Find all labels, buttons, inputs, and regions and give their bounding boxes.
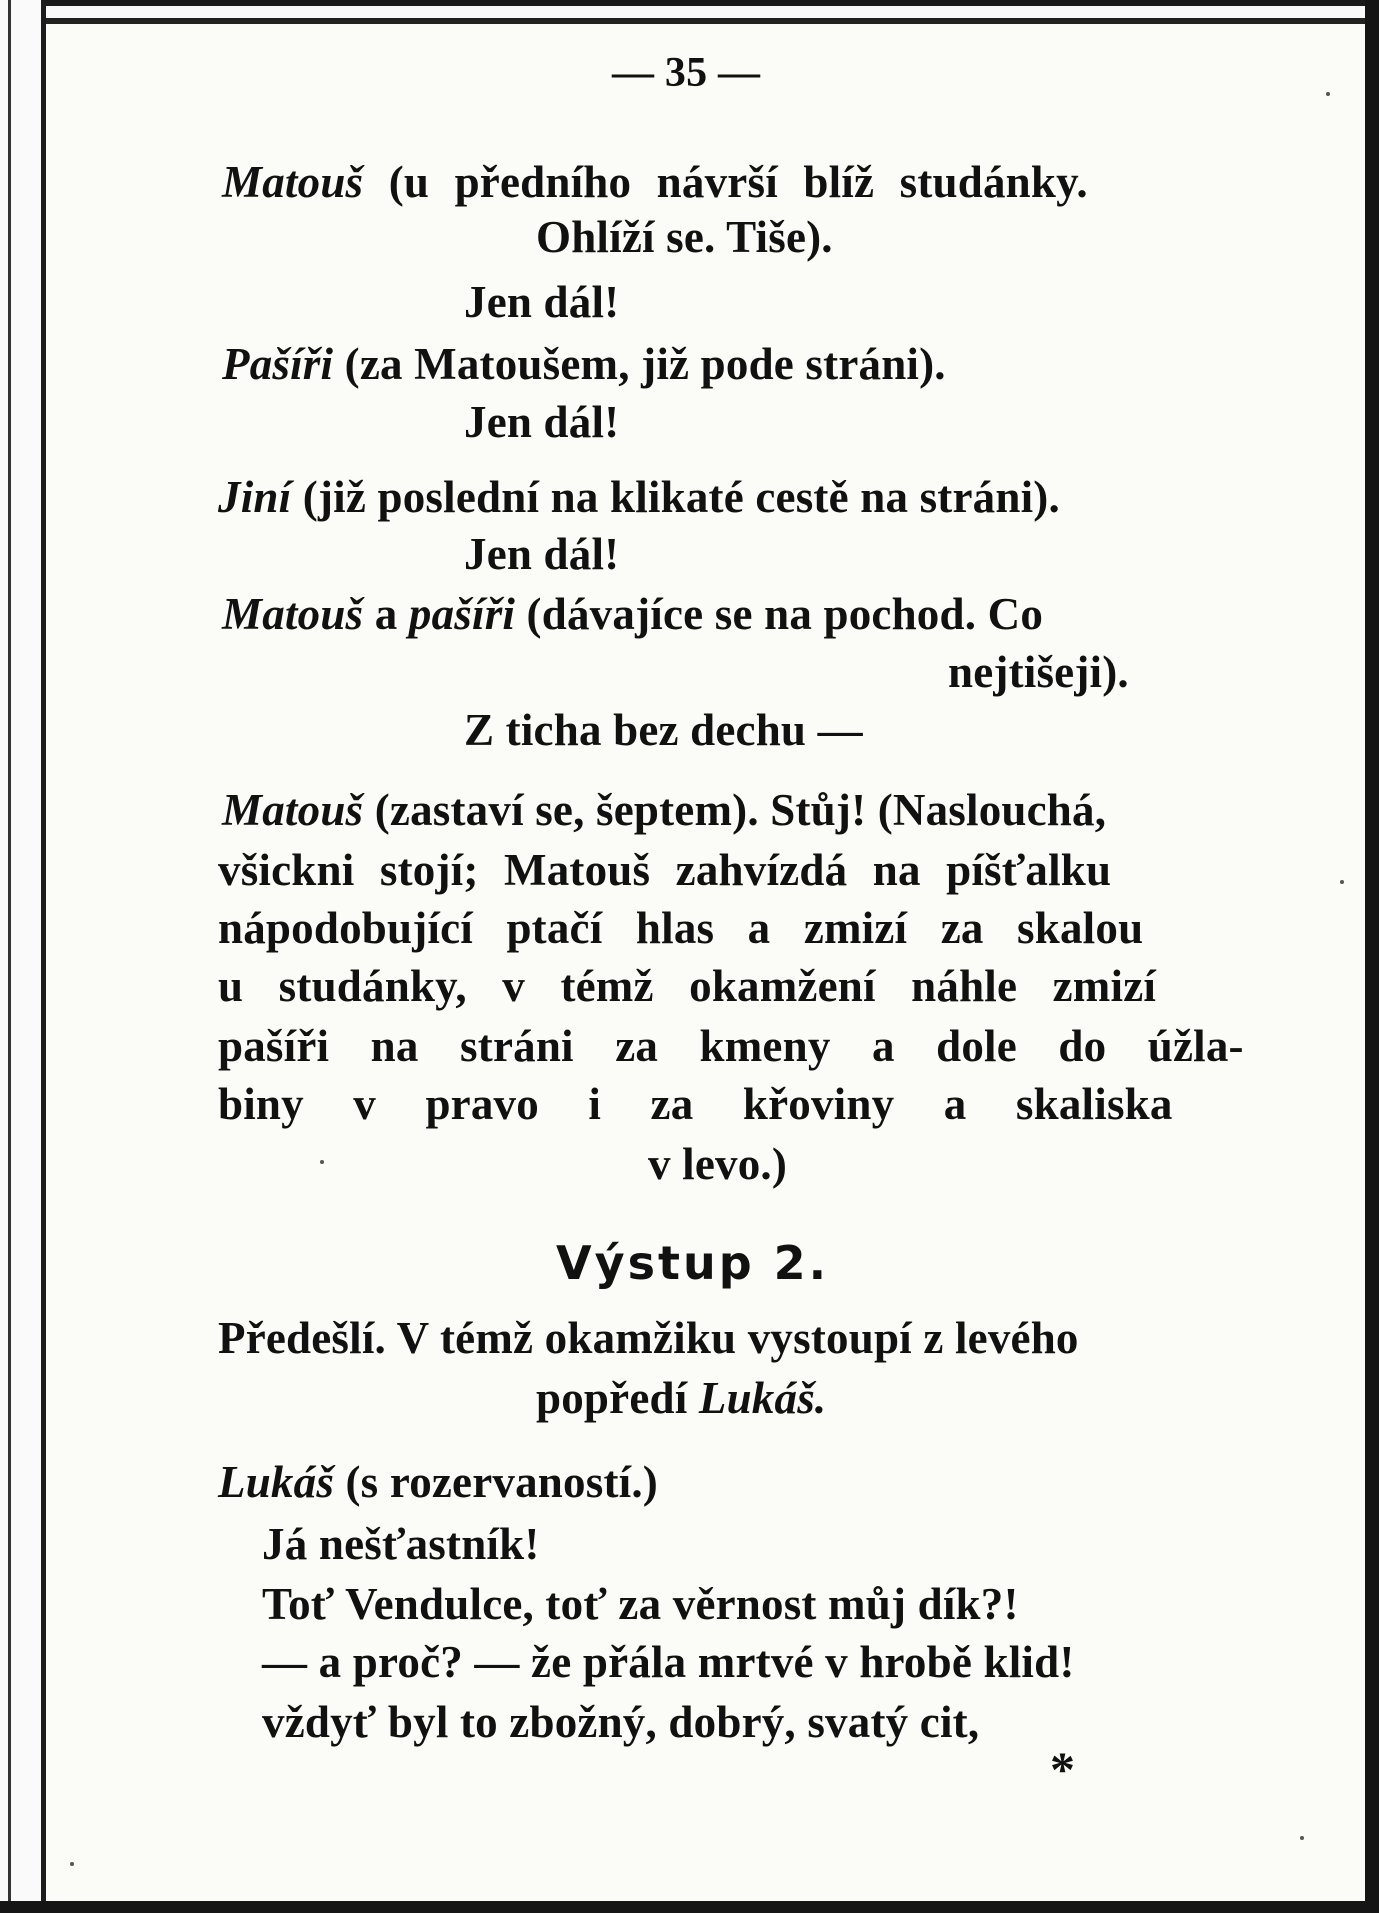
text-line: Ohlíží se. Tiše). [536,212,833,262]
text-line: u studánky, v témž okamžení náhle zmizí [218,961,1157,1011]
scan-speck [70,1862,74,1866]
text-line: Pašíři (za Matoušem, již pode stráni). [222,339,946,389]
speaker-name: Matouš [222,589,364,639]
verse-line: vždyť byl to zbožný, dobrý, svatý cit, [262,1697,980,1747]
verse-line: Já nešťastník! [262,1519,540,1569]
verse-line: — a proč? — že přála mrtvé v hrobě klid! [262,1637,1075,1687]
text-line: Předešlí. V témž okamžiku vystoupí z levého [218,1313,1079,1363]
text-line: Jen dál! [464,397,620,447]
text-line: popředí Lukáš. [536,1373,827,1423]
text-line: Jen dál! [464,277,620,327]
text-line: biny v pravo i za křoviny a skaliska [218,1079,1173,1129]
text-line: nejtišeji). [948,647,1129,697]
text-line: Z ticha bez dechu — [464,705,863,755]
speaker-name: Jiní [218,472,292,522]
text-line: všickni stojí; Matouš zahvízdá na píšťalku [218,845,1112,895]
scan-top-edge [0,0,1379,32]
verse-line: Toť Vendulce, toť za věrnost můj dík?! [262,1579,1019,1629]
text-line: nápodobující ptačí hlas a zmizí za skalou [218,903,1144,953]
speaker-name: pašíři [408,589,516,639]
text-line: Matouš (u předního návrší blíž studánky. [222,157,1088,207]
scan-speck [1340,880,1344,884]
scan-speck [320,1160,324,1164]
text-line: Jiní (již poslední na klikaté cestě na stráni). [218,472,1060,522]
speaker-name: Lukáš. [698,1373,827,1423]
page-number: — 35 — [612,50,761,96]
scene-heading: Výstup 2. [556,1236,830,1290]
scan-right-edge [1365,0,1379,1913]
scan-bottom-edge [0,1901,1379,1913]
speaker-name: Matouš [222,157,364,207]
text-line: pašíři na stráni za kmeny a dole do úžla- [218,1021,1244,1071]
scan-speck [1300,1836,1304,1840]
text-line: Matouš (zastaví se, šeptem). Stůj! (Naslouchá, [222,785,1107,835]
text-line: v levo.) [648,1139,788,1189]
text-line: Matouš a pašíři (dávajíce se na pochod. Co [222,589,1044,639]
scan-speck [1326,92,1330,96]
speaker-name: Lukáš [218,1457,335,1507]
speaker-name: Pašíři [222,339,334,389]
text-line: Jen dál! [464,529,620,579]
text-line: Lukáš (s rozervaností.) [218,1457,658,1507]
speaker-name: Matouš [222,785,364,835]
signature-mark: * [1050,1741,1075,1797]
scan-left-edge [0,0,46,1913]
